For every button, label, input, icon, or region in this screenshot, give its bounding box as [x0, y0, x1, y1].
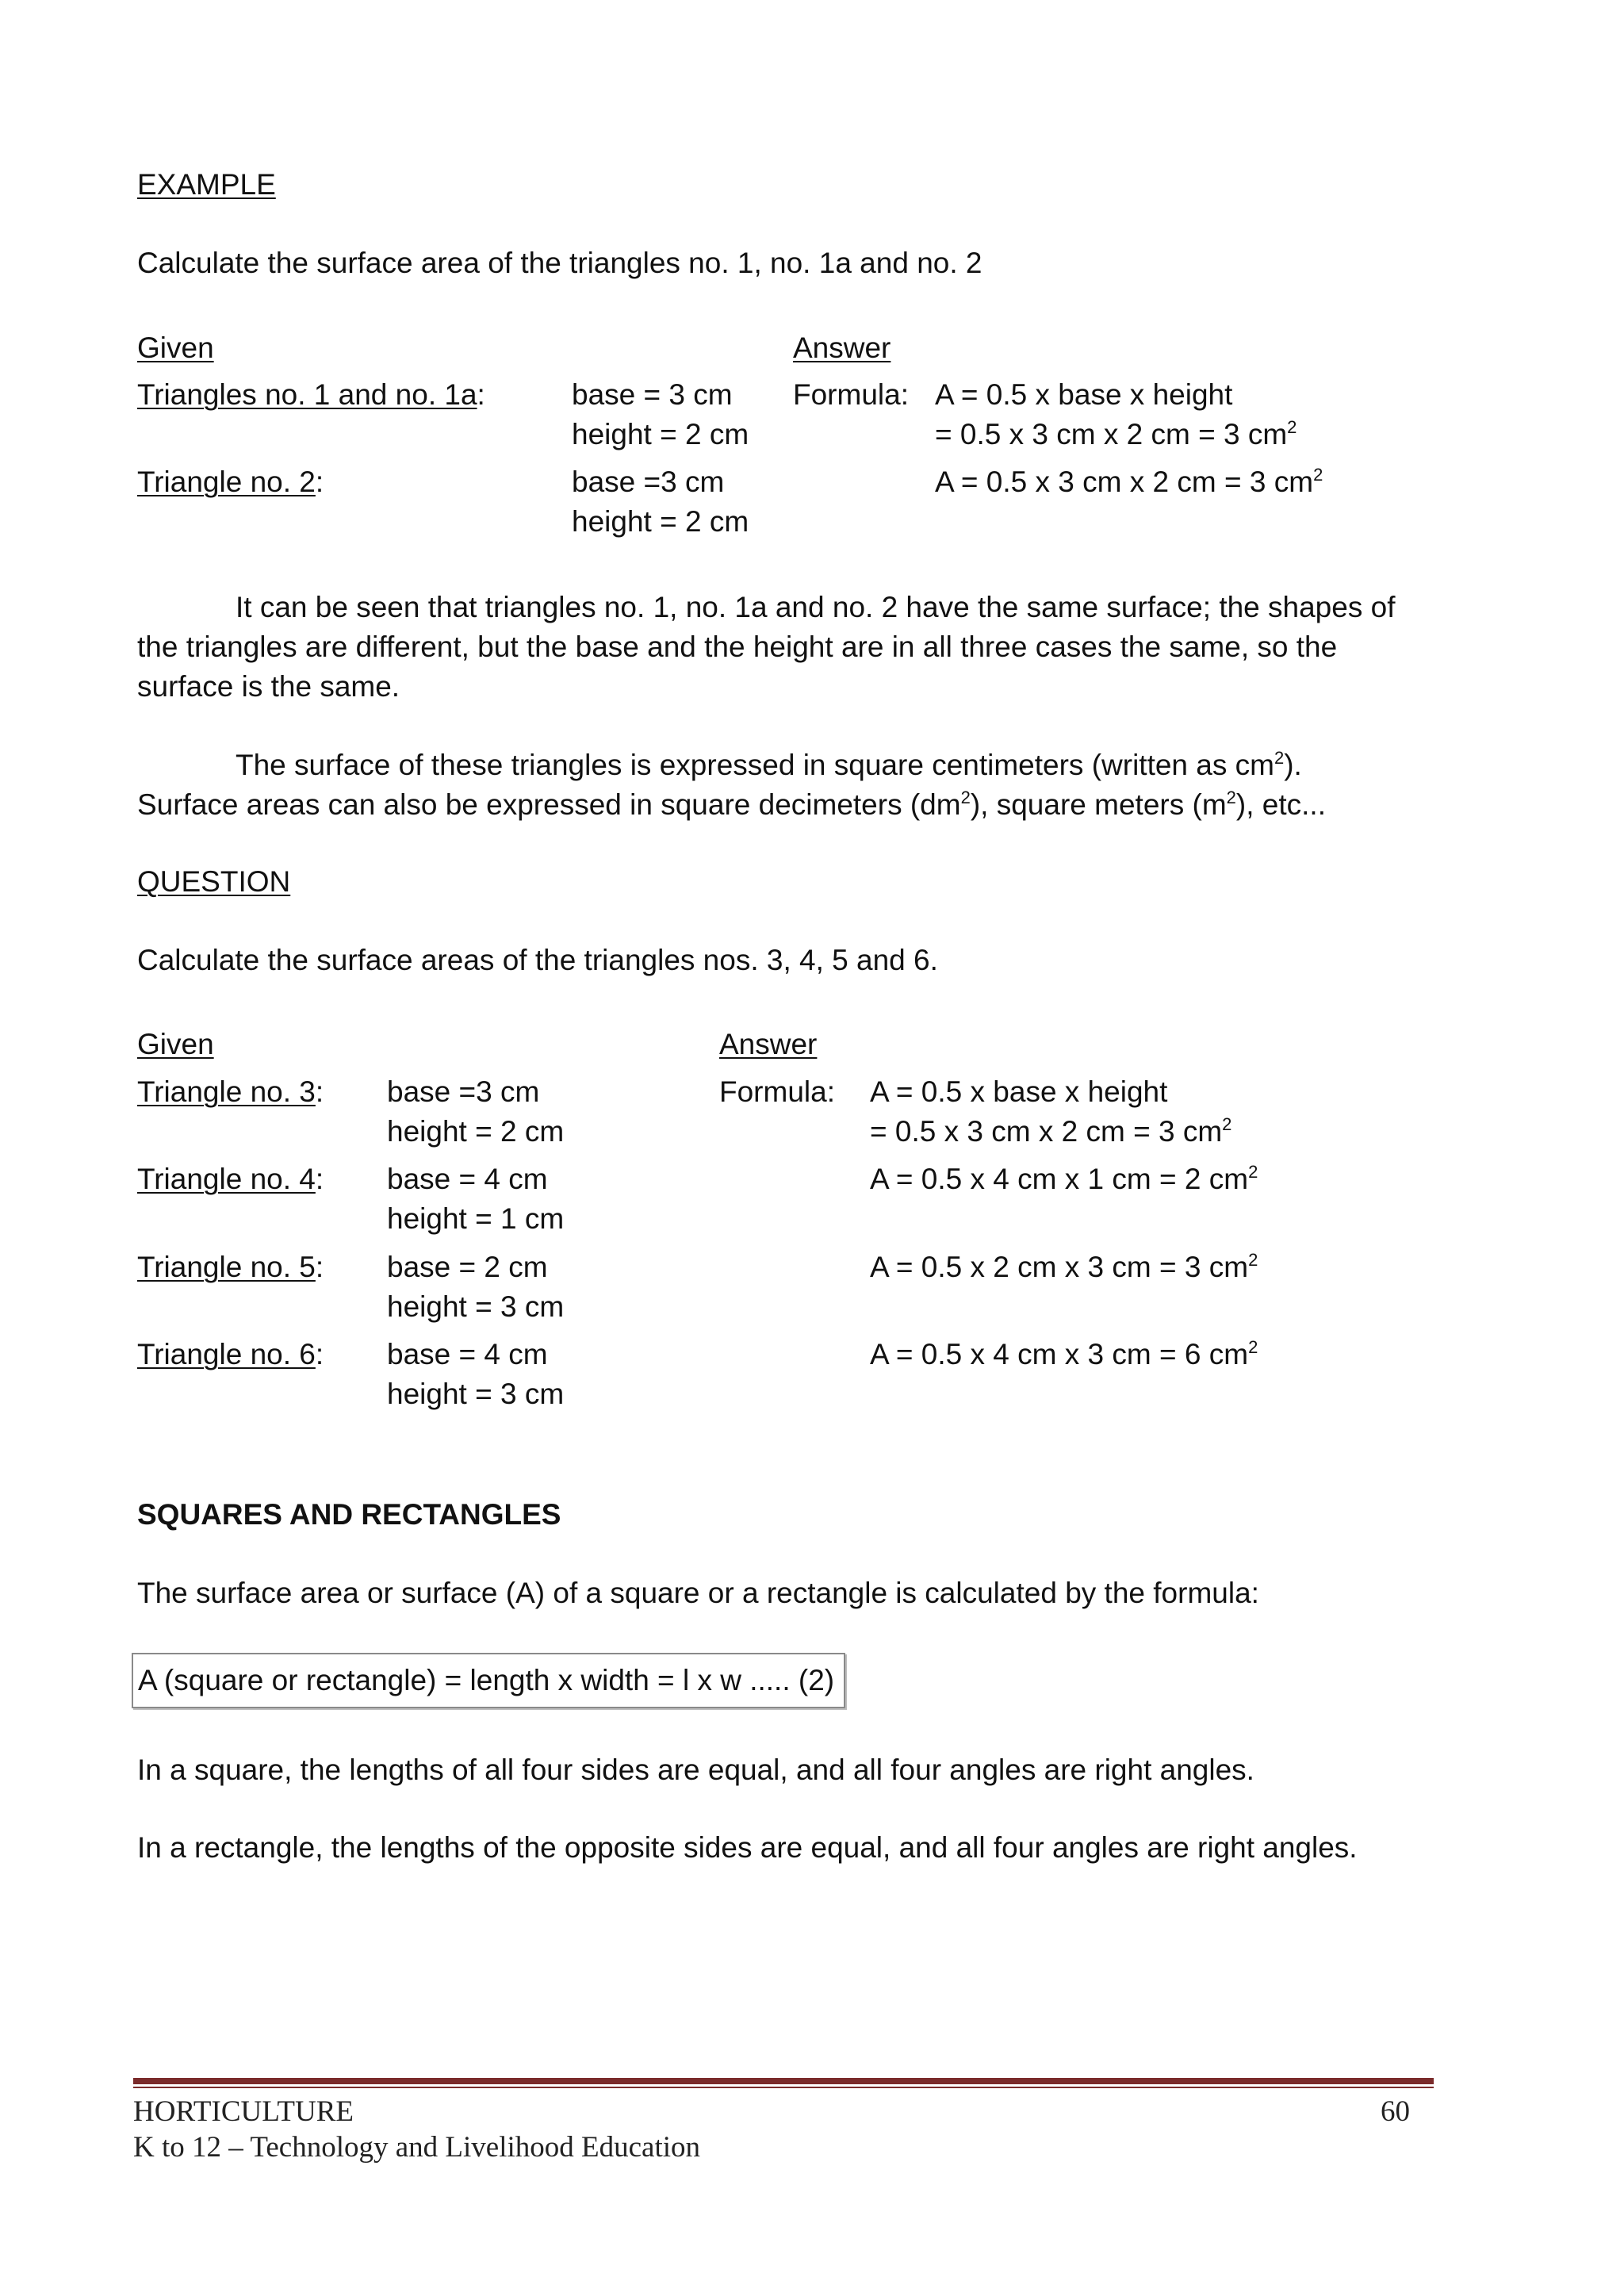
example-row-base: base =3 cm: [572, 466, 725, 498]
question-instruction: Calculate the surface areas of the triangles nos. 3, 4, 5 and 6.: [137, 944, 938, 976]
example-row-name: Triangles no. 1 and no. 1a:: [137, 378, 485, 411]
question-row-height: height = 2 cm: [387, 1115, 565, 1148]
example-row-height: height = 2 cm: [572, 505, 749, 538]
question-row-base: base = 4 cm: [387, 1338, 548, 1370]
question-row-base: base = 2 cm: [387, 1251, 548, 1283]
question-formula-label: Formula:: [719, 1075, 835, 1108]
question-answer-label: Answer: [719, 1028, 818, 1060]
squares-intro: The surface area or surface (A) of a square or a rectangle is calculated by the formula:: [137, 1577, 1259, 1609]
question-row-name: Triangle no. 3:: [137, 1075, 324, 1108]
question-row-name: Triangle no. 5:: [137, 1251, 324, 1283]
question-row-height: height = 3 cm: [387, 1290, 565, 1323]
example-answer-line: A = 0.5 x base x height: [935, 378, 1233, 411]
question-answer-line: A = 0.5 x 2 cm x 3 cm = 3 $cm^2$: [870, 1250, 1258, 1283]
question-row-base: base =3 cm: [387, 1075, 540, 1108]
example-formula-label: Formula:: [793, 378, 909, 411]
area-formula: A (square or rectangle) = length x width = l x w ..... (2): [138, 1664, 835, 1696]
footer-rule-thin: [133, 2087, 1434, 2088]
formula-box: [132, 1653, 845, 1708]
question-answer-line: A = 0.5 x 4 cm x 3 cm = 6 $cm^2$: [870, 1337, 1258, 1370]
question-row-base: base = 4 cm: [387, 1163, 548, 1195]
footer-page-number: 60: [1381, 2095, 1410, 2128]
question-row-name: Triangle no. 4:: [137, 1163, 324, 1195]
example-row-height: height = 2 cm: [572, 418, 749, 450]
section-heading-squares: SQUARES AND RECTANGLES: [137, 1498, 561, 1531]
example-row-base: base = 3 cm: [572, 378, 733, 411]
paragraph-units: The surface of these triangles is expressed in square centimeters (written as $cm^2$). Surface areas can also be expressed in square decimeters $(dm^2)$, square meters $(m^2)$, etc...: [137, 748, 1326, 821]
question-heading: QUESTION: [137, 865, 291, 898]
question-answer-line: A = 0.5 x 4 cm x 1 cm = 2 $cm^2$: [870, 1162, 1258, 1195]
example-given-label: Given: [137, 332, 214, 364]
footer-rule: [133, 2078, 1434, 2084]
example-answer-label: Answer: [793, 332, 891, 364]
rectangle-definition: In a rectangle, the lengths of the opposite sides are equal, and all four angles are right angles.: [137, 1831, 1358, 1864]
question-answer-line: A = 0.5 x base x height: [870, 1075, 1168, 1108]
question-answer-line: = 0.5 x 3 cm x 2 cm = 3 $cm^2$: [870, 1114, 1232, 1148]
question-row-name: Triangle no. 6:: [137, 1338, 324, 1370]
example-row-name: Triangle no. 2:: [137, 466, 324, 498]
example-instruction: Calculate the surface area of the triangles no. 1, no. 1a and no. 2: [137, 247, 982, 279]
paragraph-same-surface: It can be seen that triangles no. 1, no. 1a and no. 2 have the same surface; the shapes of the triangles are different, but the base and the height are in all three cases the same, so the surface is the same.: [137, 591, 1396, 703]
square-definition: In a square, the lengths of all four sides are equal, and all four angles are right angles.: [137, 1754, 1254, 1786]
question-row-height: height = 3 cm: [387, 1378, 565, 1410]
footer-subject: HORTICULTURE: [133, 2095, 354, 2128]
example-answer-line: = 0.5 x 3 cm x 2 cm = 3 $cm^2$: [935, 417, 1297, 450]
example-answer-line: A = 0.5 x 3 cm x 2 cm = 3 $cm^2$: [935, 465, 1323, 498]
question-given-label: Given: [137, 1028, 214, 1060]
question-row-height: height = 1 cm: [387, 1202, 565, 1235]
example-heading: EXAMPLE: [137, 168, 276, 201]
footer-series: K to 12 – Technology and Livelihood Education: [133, 2131, 701, 2164]
